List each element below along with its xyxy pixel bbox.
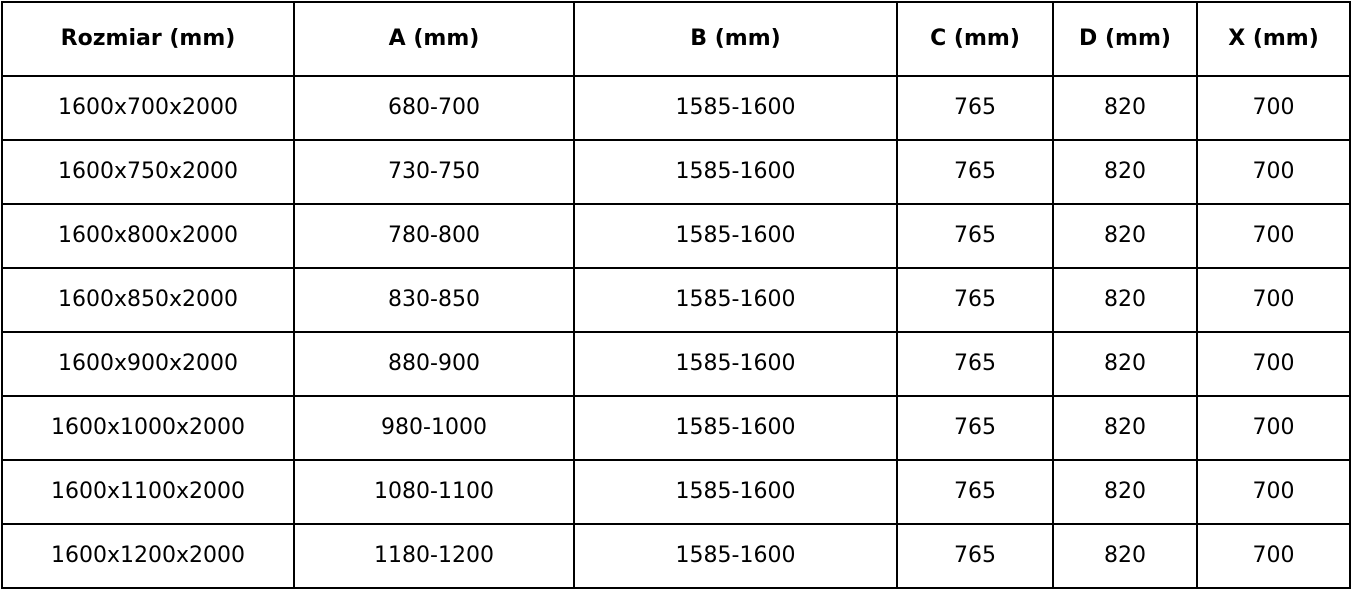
cell-rozmiar: 1600x700x2000 bbox=[2, 76, 294, 140]
cell-b: 1585-1600 bbox=[574, 140, 897, 204]
cell-x: 700 bbox=[1197, 332, 1350, 396]
cell-rozmiar: 1600x1100x2000 bbox=[2, 460, 294, 524]
dimensions-table bbox=[1, 1, 1351, 589]
cell-b: 1585-1600 bbox=[574, 460, 897, 524]
cell-a: 1180-1200 bbox=[294, 524, 574, 588]
cell-c: 765 bbox=[897, 396, 1053, 460]
cell-d: 820 bbox=[1053, 268, 1197, 332]
table-row bbox=[2, 524, 1350, 588]
cell-d: 820 bbox=[1053, 76, 1197, 140]
cell-rozmiar: 1600x1200x2000 bbox=[2, 524, 294, 588]
column-header-d: D (mm) bbox=[1053, 2, 1197, 76]
cell-b: 1585-1600 bbox=[574, 396, 897, 460]
cell-a: 880-900 bbox=[294, 332, 574, 396]
cell-x: 700 bbox=[1197, 204, 1350, 268]
table-row bbox=[2, 268, 1350, 332]
cell-b: 1585-1600 bbox=[574, 76, 897, 140]
dimensions-table-container bbox=[0, 1, 1351, 588]
cell-c: 765 bbox=[897, 140, 1053, 204]
column-header-rozmiar: Rozmiar (mm) bbox=[2, 2, 294, 76]
cell-x: 700 bbox=[1197, 76, 1350, 140]
cell-b: 1585-1600 bbox=[574, 268, 897, 332]
cell-a: 730-750 bbox=[294, 140, 574, 204]
cell-rozmiar: 1600x800x2000 bbox=[2, 204, 294, 268]
table-header-row bbox=[2, 2, 1350, 76]
cell-b: 1585-1600 bbox=[574, 204, 897, 268]
table-row bbox=[2, 140, 1350, 204]
cell-x: 700 bbox=[1197, 268, 1350, 332]
cell-d: 820 bbox=[1053, 396, 1197, 460]
cell-c: 765 bbox=[897, 524, 1053, 588]
cell-x: 700 bbox=[1197, 140, 1350, 204]
column-header-a: A (mm) bbox=[294, 2, 574, 76]
cell-a: 1080-1100 bbox=[294, 460, 574, 524]
table-row bbox=[2, 76, 1350, 140]
cell-a: 980-1000 bbox=[294, 396, 574, 460]
cell-d: 820 bbox=[1053, 332, 1197, 396]
cell-a: 780-800 bbox=[294, 204, 574, 268]
cell-x: 700 bbox=[1197, 396, 1350, 460]
cell-d: 820 bbox=[1053, 204, 1197, 268]
cell-rozmiar: 1600x900x2000 bbox=[2, 332, 294, 396]
cell-c: 765 bbox=[897, 268, 1053, 332]
cell-c: 765 bbox=[897, 332, 1053, 396]
cell-x: 700 bbox=[1197, 460, 1350, 524]
table-row bbox=[2, 460, 1350, 524]
column-header-c: C (mm) bbox=[897, 2, 1053, 76]
cell-a: 680-700 bbox=[294, 76, 574, 140]
cell-b: 1585-1600 bbox=[574, 332, 897, 396]
cell-c: 765 bbox=[897, 76, 1053, 140]
cell-d: 820 bbox=[1053, 524, 1197, 588]
cell-c: 765 bbox=[897, 204, 1053, 268]
cell-d: 820 bbox=[1053, 140, 1197, 204]
cell-a: 830-850 bbox=[294, 268, 574, 332]
cell-x: 700 bbox=[1197, 524, 1350, 588]
column-header-b: B (mm) bbox=[574, 2, 897, 76]
cell-b: 1585-1600 bbox=[574, 524, 897, 588]
cell-c: 765 bbox=[897, 460, 1053, 524]
cell-rozmiar: 1600x1000x2000 bbox=[2, 396, 294, 460]
table-row bbox=[2, 396, 1350, 460]
cell-rozmiar: 1600x750x2000 bbox=[2, 140, 294, 204]
cell-rozmiar: 1600x850x2000 bbox=[2, 268, 294, 332]
table-row bbox=[2, 204, 1350, 268]
column-header-x: X (mm) bbox=[1197, 2, 1350, 76]
cell-d: 820 bbox=[1053, 460, 1197, 524]
table-row bbox=[2, 332, 1350, 396]
